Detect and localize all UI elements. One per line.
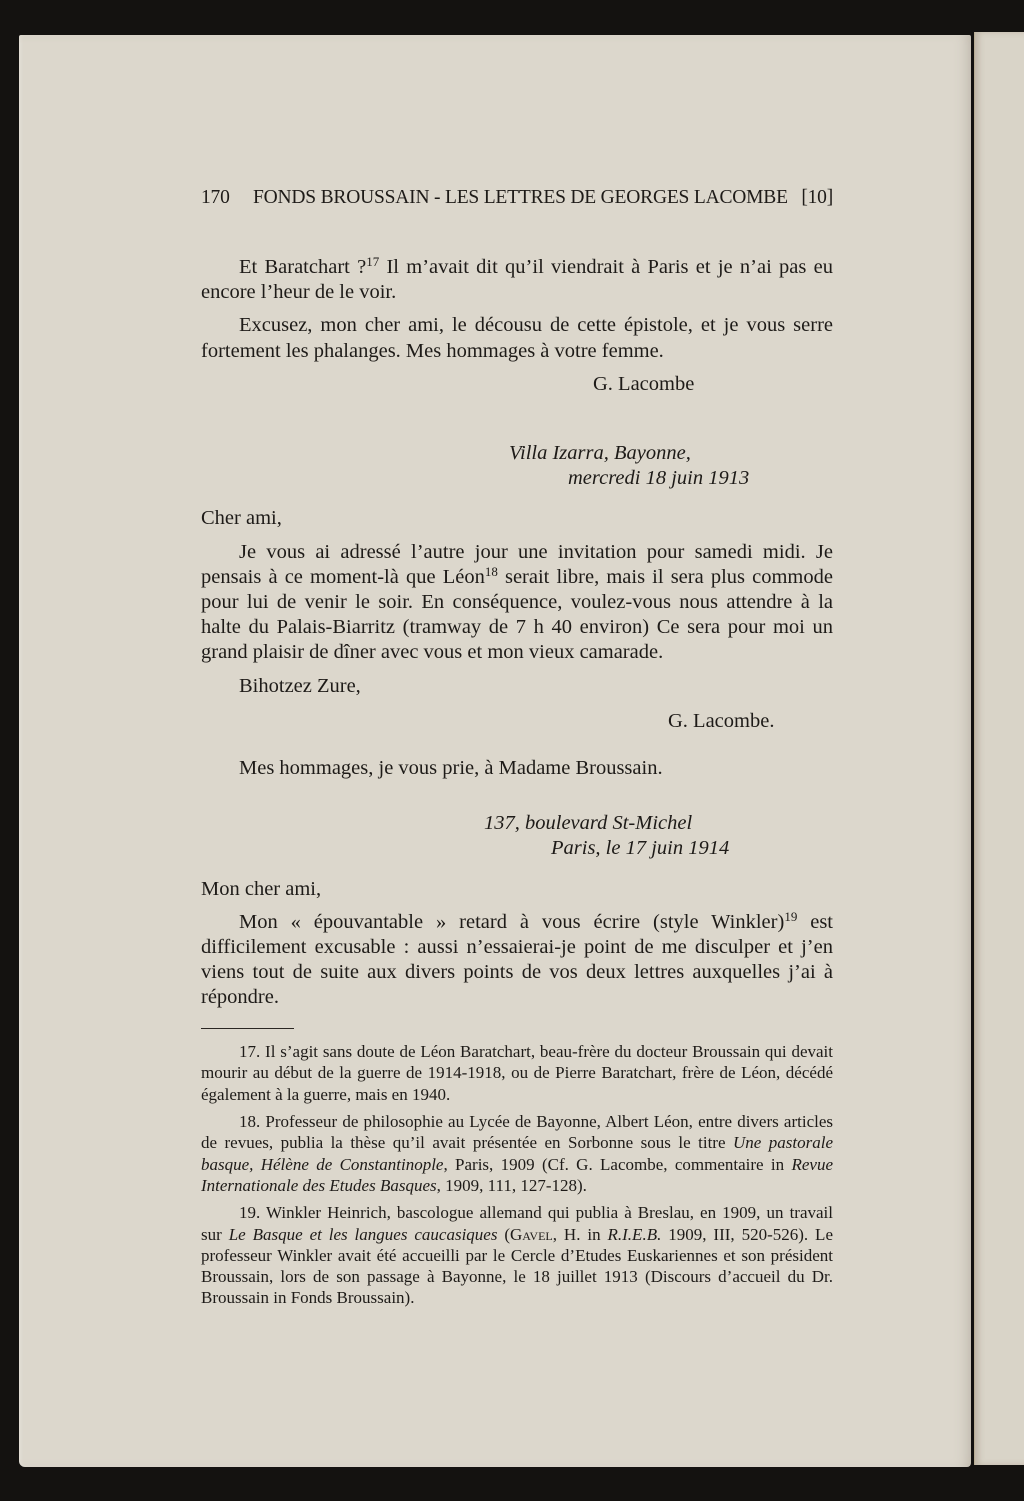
cited-title: Le Basque et les langues caucasiques <box>228 1224 498 1244</box>
footnote-text: , H. in <box>552 1224 608 1244</box>
letter-1914 <box>201 811 833 1010</box>
footnote-ref-19[interactable]: 19 <box>784 908 798 924</box>
footnote-divider <box>201 1028 294 1030</box>
page-number: 170 <box>201 187 230 208</box>
footnote-ref-18[interactable]: 18 <box>484 563 498 579</box>
paragraph-text: Je vous ai adressé l’autre jour une invitation pour samedi midi. Je pensais à ce moment-là que Léon <box>201 540 833 588</box>
footnote-text: , Paris, 1909 (Cf. G. Lacombe, commentaire in <box>443 1154 792 1174</box>
footnote-text: 1909, III, 520-526). Le professeur Winkler avait été accueilli par le Cercle d’Etudes Euskariennes et son président Broussain, lors de son passage à Bayonne, le 18 juillet 1913 (Discours d’accueil du Dr. Broussain in Fonds Broussain). <box>201 1224 833 1308</box>
signature: G. Lacombe <box>593 372 695 395</box>
running-title: FONDS BROUSSAIN - LES LETTRES DE GEORGES LACOMBE <box>253 187 788 208</box>
paragraph-text: Mon « épouvantable » retard à vous écrire (style Winkler) <box>239 910 785 933</box>
letter-date: Paris, le 17 juin 1914 <box>551 837 730 860</box>
letter-place: Villa Izarra, Bayonne, <box>509 442 691 465</box>
signature: G. Lacombe. <box>668 709 775 732</box>
paragraph: Excusez, mon cher ami, le décousu de cette épistole, et je vous serre fortement les phalanges. Mes hommages à votre femme. <box>201 314 833 362</box>
cited-journal: Revue Internationale des Etudes Basques <box>201 1154 833 1195</box>
footnote-text: 18. Professeur de philosophie au Lycée de Bayonne, Albert Léon, entre divers articles de revues, publia la thèse qu’il avait présentée en Sorbonne sous le titre <box>201 1112 833 1153</box>
cited-journal: R.I.E.B. <box>607 1224 662 1244</box>
paragraph <box>201 255 833 305</box>
footnote-19 <box>201 1202 833 1308</box>
paragraph-text: serait libre, mais il sera plus commode pour lui de venir le soir. En conséquence, voulez-vous nous attendre à la halte du Palais-Biarritz (tramway de 7 h 40 environ) Ce sera pour moi un grand plaisir de dîner avec vous et mon vieux camarade. <box>201 565 833 664</box>
facing-page-edge <box>974 32 1024 1465</box>
footnotes <box>201 1041 833 1309</box>
cited-title: Une pastorale basque, Hélène de Constantinople <box>201 1133 834 1174</box>
cited-author: Gavel <box>510 1224 553 1244</box>
closing: Bihotzez Zure, <box>239 674 361 697</box>
footnote-text: , 1909, 111, 127-128). <box>436 1175 587 1195</box>
paragraph-text: est difficilement excusable : aussi n’essaierai-je point de me disculper et j’en viens tout de suite aux divers points de vos deux lettres auxquelles j’ai à répondre. <box>201 910 833 1009</box>
footnote-17: 17. Il s’agit sans doute de Léon Baratchart, beau-frère du docteur Broussain qui devait mourir au début de la guerre de 1914-1918, ou de Pierre Baratchart, frère de Léon, décédé également à la guerre, mais en 1940. <box>201 1042 833 1104</box>
footnote-text: ( <box>497 1224 511 1244</box>
letter-date: mercredi 18 juin 1913 <box>568 467 750 490</box>
salutation: Cher ami, <box>201 507 282 530</box>
paragraph-text: Il m’avait dit qu’il viendrait à Paris et je n’ai pas eu encore l’heur de le voir. <box>201 256 833 304</box>
paragraph <box>201 910 833 1011</box>
postscript: Mes hommages, je vous prie, à Madame Broussain. <box>239 757 663 780</box>
section-number: [10] <box>801 187 833 208</box>
footnote-text: 19. Winkler Heinrich, bascologue allemand qui publia à Breslau, en 1909, un travail sur <box>201 1203 833 1244</box>
letter-place: 137, boulevard St-Michel <box>484 812 693 835</box>
running-head <box>201 186 833 210</box>
paragraph <box>201 540 833 666</box>
salutation: Mon cher ami, <box>201 877 322 900</box>
footnote-ref-17[interactable]: 17 <box>366 254 380 269</box>
text-block <box>201 186 833 1309</box>
letter-end <box>201 255 833 397</box>
letter-1913 <box>201 441 833 781</box>
footnote-18 <box>201 1111 833 1196</box>
paragraph-text: Et Baratchart ? <box>239 256 367 278</box>
